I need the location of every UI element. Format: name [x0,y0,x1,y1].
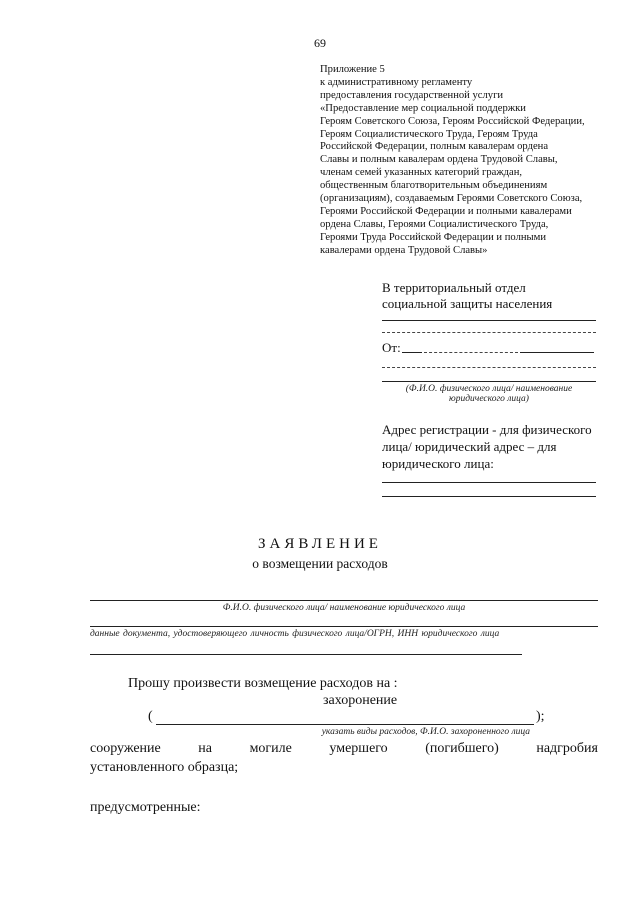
from-name-field-2[interactable] [382,367,596,368]
annex-line: Героями Российской Федерации и полными кавалерами [320,205,572,217]
request-text: Прошу произвести возмещение расходов на : [128,676,398,691]
paren-close: ); [536,709,545,724]
construction-word: на [198,741,213,756]
recipient-block [382,280,552,312]
from-caption [382,384,596,404]
from-caption-line-1: (Ф.И.О. физического лица/ наименование [405,384,573,394]
from-name-field-end[interactable] [520,352,594,353]
applicant-doc-field-2[interactable] [90,654,522,655]
annex-line: Героями Труда Российской Федерации и полными [320,231,547,243]
expense-caption: указать виды расходов, Ф.И.О. захороненного лица [321,727,530,737]
annex-line: «Предоставление мер социальной поддержки [320,102,526,114]
recipient-blank-line-dashed[interactable] [382,332,596,333]
page-number: 69 [314,36,326,50]
annex-line: членам семей указанных категорий граждан, [320,167,523,179]
construction-line-1 [90,741,598,757]
construction-word: могиле [249,741,292,756]
address-field-2[interactable] [382,496,596,497]
recipient-line-2: социальной защиты населения [382,296,553,311]
annex-line: Героям Социалистического Труда, Героям Труда [320,128,538,140]
expense-field[interactable] [156,724,534,725]
annex-line: предоставления государственной услуги [320,89,504,101]
burial-text: захоронение [323,693,398,708]
recipient-line-1: В территориальный отдел [382,280,526,295]
applicant-name-field[interactable] [90,600,598,601]
from-label: От: [382,340,401,355]
annex-line: Героям Советского Союза, Героям Российской Федерации, [320,115,585,127]
from-name-field-3[interactable] [382,381,596,382]
construction-word: (погибшего) [425,741,499,756]
annex-line: (организациям), создаваемым Героями Советского Союза, [320,193,583,205]
annex-header [320,64,620,258]
annex-line: общественным благотворительным объединениям [320,180,548,192]
from-caption-line-2: юридического лица) [449,394,529,404]
application-title: ЗАЯВЛЕНИЕ [258,536,382,552]
annex-line: к административному регламенту [320,76,473,88]
from-name-field-mid[interactable] [424,352,518,353]
annex-line: ордена Славы, Героями Социалистического Труда, [320,218,549,230]
address-field-1[interactable] [382,482,596,483]
construction-word: надгробия [536,741,598,756]
application-subtitle: о возмещении расходов [252,556,388,571]
recipient-blank-line[interactable] [382,320,596,321]
applicant-name-caption: Ф.И.О. физического лица/ наименование юридического лица [222,603,466,613]
construction-word: умершего [329,741,388,756]
from-name-field-start[interactable] [402,352,422,353]
address-label: Адрес регистрации - для физического лица/ юридический адрес – для юридического лица: [382,422,592,471]
construction-line-2: установленного образца; [90,760,239,775]
annex-line: кавалерами ордена Трудовой Славы» [320,244,488,256]
paren-open: ( [148,709,153,724]
applicant-doc-field[interactable] [90,626,598,627]
annex-line: Приложение 5 [320,64,385,75]
provided-text: предусмотренные: [90,800,201,815]
construction-word: сооружение [90,741,161,756]
applicant-doc-caption: данные документа, удостоверяющего личность физического лица/ОГРН, ИНН юридического лица [90,629,500,639]
annex-line: Российской Федерации, полным кавалерам ордена [320,141,549,153]
annex-line: Славы и полным кавалерам ордена Трудовой Славы, [320,154,558,166]
